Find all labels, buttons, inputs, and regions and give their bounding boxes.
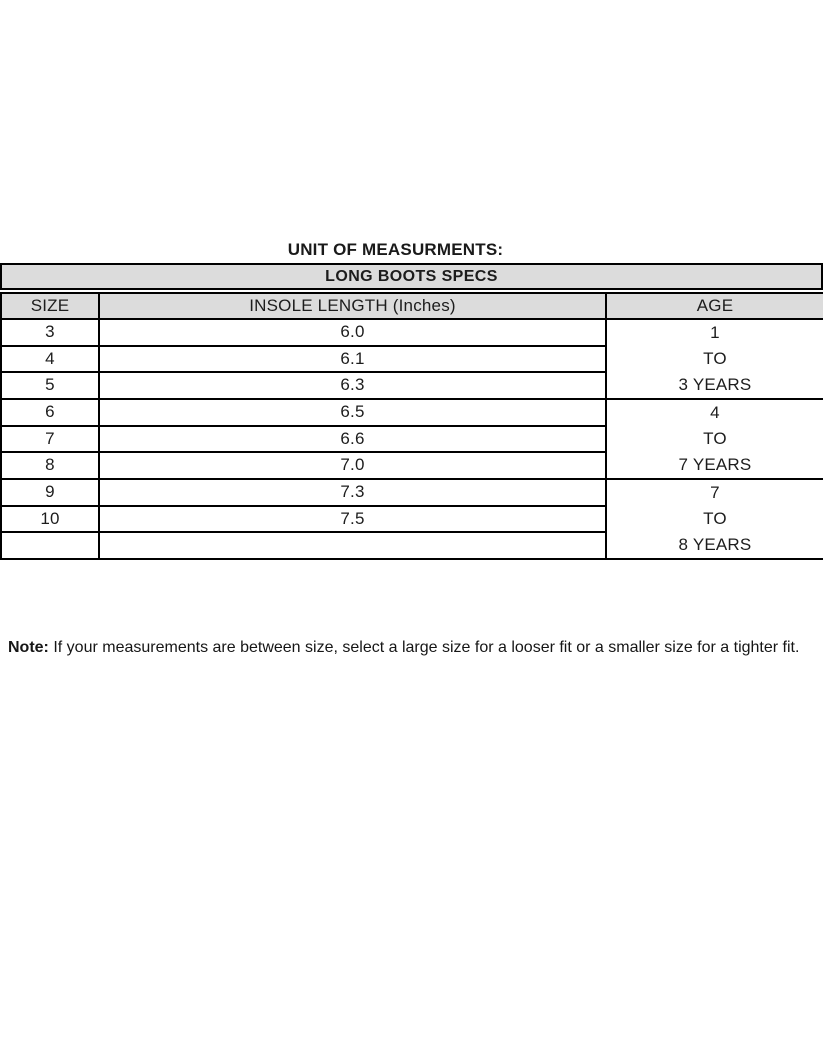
size-cell: 8	[1, 452, 99, 479]
size-cell: 3	[1, 319, 99, 346]
insole-length-cell: 6.1	[99, 346, 606, 373]
note-label: Note:	[8, 639, 49, 656]
age-range-cell	[606, 319, 823, 399]
size-cell	[1, 532, 99, 559]
note	[0, 636, 816, 661]
age-range-line: 7 YEARS	[678, 455, 752, 474]
age-range-line: TO	[703, 509, 727, 528]
insole-length-cell: 7.0	[99, 452, 606, 479]
insole-length-cell: 6.0	[99, 319, 606, 346]
age-range-line: 1	[710, 323, 720, 342]
size-cell: 7	[1, 426, 99, 453]
age-range-line: 8 YEARS	[678, 535, 752, 554]
table-row	[1, 319, 823, 346]
size-cell: 4	[1, 346, 99, 373]
insole-length-cell	[99, 532, 606, 559]
size-chart-page	[0, 240, 823, 661]
size-cell: 9	[1, 479, 99, 506]
insole-length-cell: 7.3	[99, 479, 606, 506]
age-range-cell	[606, 399, 823, 479]
table-row	[1, 479, 823, 506]
age-range-line: 7	[710, 483, 720, 502]
page-title: UNIT OF MEASURMENTS:	[287, 240, 504, 259]
age-range-line: TO	[703, 349, 727, 368]
age-range-line: TO	[703, 429, 727, 448]
age-range-line: 4	[710, 403, 720, 422]
table-row	[1, 399, 823, 426]
age-range-line: 3 YEARS	[678, 375, 752, 394]
insole-length-cell: 6.5	[99, 399, 606, 426]
col-header-insole-length: INSOLE LENGTH (Inches)	[99, 293, 606, 319]
table-title-banner: LONG BOOTS SPECS	[0, 263, 823, 290]
size-cell: 10	[1, 506, 99, 533]
insole-length-cell: 6.3	[99, 372, 606, 399]
table-body	[1, 319, 823, 559]
note-text: If your measurements are between size, select a large size for a looser fit or a smaller size for a tighter fit.	[53, 639, 800, 656]
insole-length-cell: 6.6	[99, 426, 606, 453]
size-cell: 6	[1, 399, 99, 426]
size-cell: 5	[1, 372, 99, 399]
col-header-age: AGE	[606, 293, 823, 319]
header-row	[1, 293, 823, 319]
age-range-cell	[606, 479, 823, 559]
size-spec-table	[0, 292, 823, 560]
insole-length-cell: 7.5	[99, 506, 606, 533]
col-header-size: SIZE	[1, 293, 99, 319]
